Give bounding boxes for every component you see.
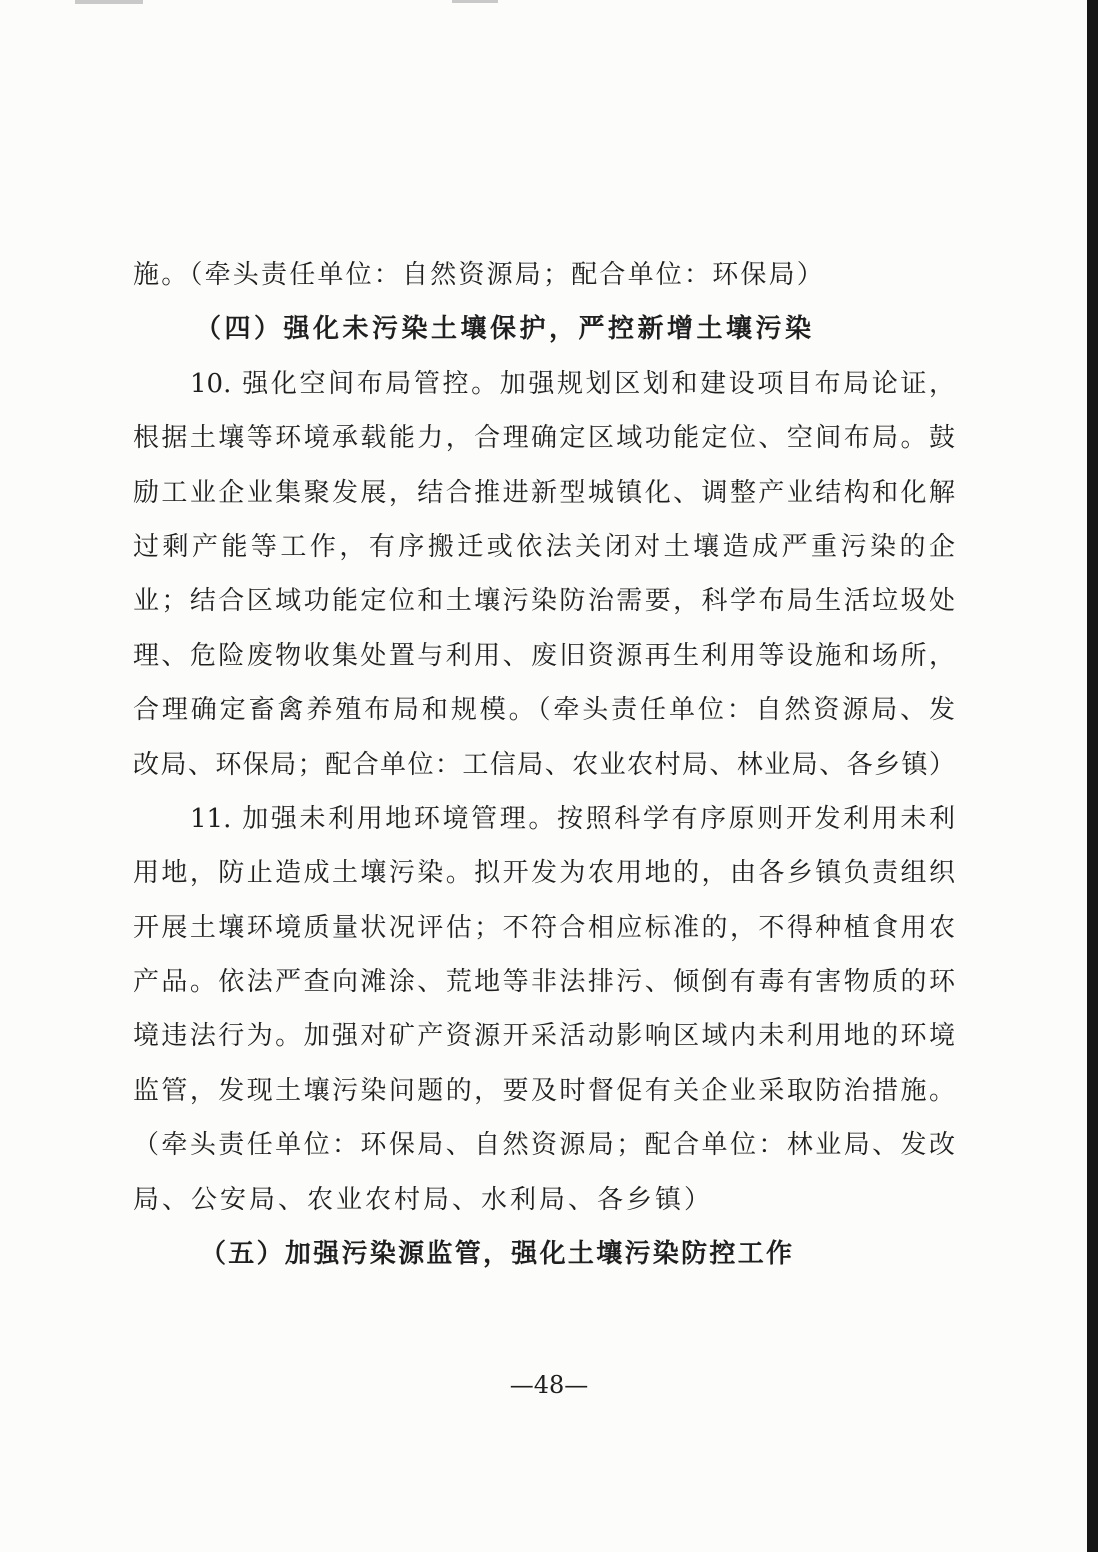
scan-artifact bbox=[452, 0, 498, 3]
section-heading-4: （四）强化未污染土壤保护，严控新增土壤污染 bbox=[195, 314, 815, 345]
paragraph-line: 监管，发现土壤污染问题的，要及时督促有关企业采取防治措施。 bbox=[133, 1075, 955, 1106]
paragraph-line: 开展土壤环境质量状况评估；不符合相应标准的，不得种植食用农 bbox=[133, 912, 955, 943]
paragraph-line: 合理确定畜禽养殖布局和规模。（牵头责任单位：自然资源局、发 bbox=[133, 695, 955, 726]
paragraph-line: （牵头责任单位：环保局、自然资源局；配合单位：林业局、发改 bbox=[133, 1130, 955, 1161]
scan-edge bbox=[1087, 0, 1098, 1552]
paragraph-line: 境违法行为。加强对矿产资源开采活动影响区域内未利用地的环境 bbox=[133, 1021, 955, 1052]
paragraph-line: 业；结合区域功能定位和土壤污染防治需要，科学布局生活垃圾处 bbox=[133, 586, 955, 617]
scan-artifact bbox=[75, 0, 143, 4]
paragraph-line: 10. 强化空间布局管控。加强规划区划和建设项目布局论证， bbox=[190, 368, 955, 399]
paragraph-line: 用地，防止造成土壤污染。拟开发为农用地的，由各乡镇负责组织 bbox=[133, 858, 955, 889]
paragraph-line: 产品。依法严查向滩涂、荒地等非法排污、倾倒有毒有害物质的环 bbox=[133, 967, 955, 998]
paragraph-item-11 bbox=[133, 792, 955, 1227]
paragraph-line: 11. 加强未利用地环境管理。按照科学有序原则开发利用未利 bbox=[190, 803, 955, 834]
paragraph-line: 理、危险废物收集处置与利用、废旧资源再生利用等设施和场所， bbox=[133, 640, 955, 671]
paragraph-line: 过剩产能等工作，有序搬迁或依法关闭对土壤造成严重污染的企 bbox=[133, 531, 955, 562]
paragraph-line: 励工业企业集聚发展，结合推进新型城镇化、调整产业结构和化解 bbox=[133, 477, 955, 508]
paragraph-item-10 bbox=[133, 357, 955, 792]
continuation-line: 施。（牵头责任单位：自然资源局；配合单位：环保局） bbox=[133, 260, 826, 290]
paragraph-line: 改局、环保局；配合单位：工信局、农业农村局、林业局、各乡镇） bbox=[133, 749, 955, 780]
paragraph-line: 局、公安局、农业农村局、水利局、各乡镇） bbox=[133, 1184, 714, 1215]
paragraph-line: 根据土壤等环境承载能力，合理确定区域功能定位、空间布局。鼓 bbox=[133, 423, 955, 454]
section-heading-5: （五）加强污染源监管，强化土壤污染防控工作 bbox=[200, 1239, 795, 1270]
body-text bbox=[133, 248, 955, 1281]
page-number: —48— bbox=[509, 1371, 589, 1399]
